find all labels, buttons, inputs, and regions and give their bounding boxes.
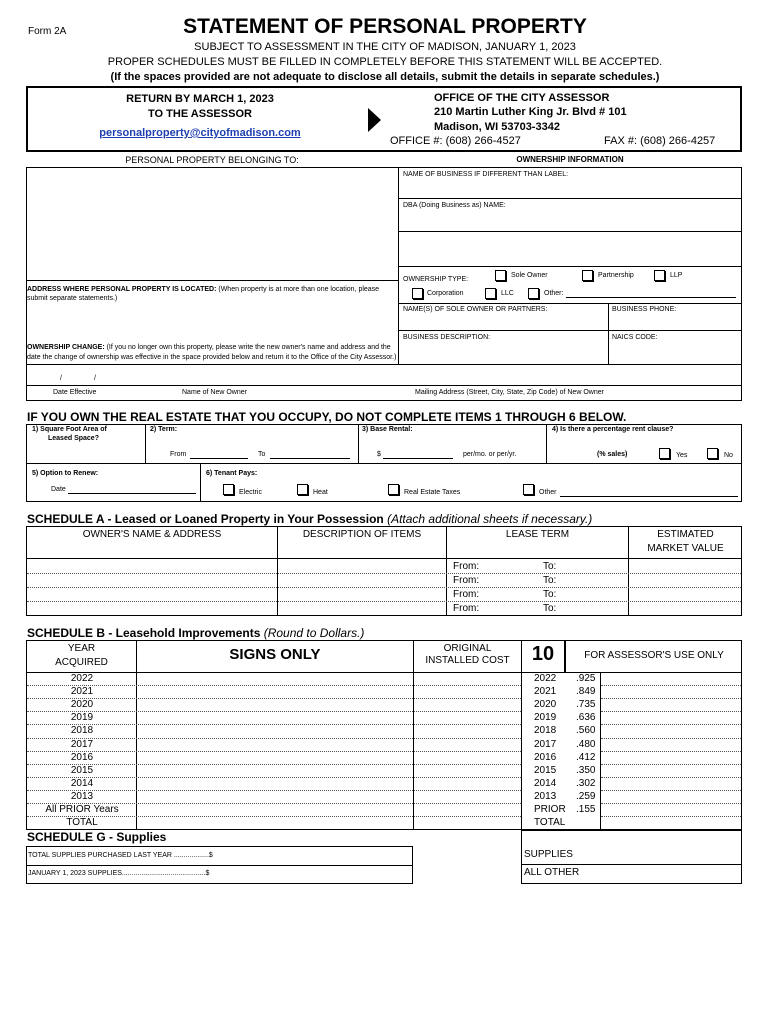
ownership-change-label-note: (If you no longer own this property, please write the new owner's name and address and the date the change of ownership was effective in the space provided below and return it to the Office of the City Assessor.)	[27, 344, 397, 361]
office-fax: FAX #: (608) 266-4257	[604, 135, 716, 147]
item6-label: 6) Tenant Pays:	[206, 470, 258, 477]
schedule-a-note: (Attach additional sheets if necessary.)	[383, 512, 593, 526]
depreciation-factor: .259	[576, 790, 596, 802]
ownership-change-label-bold: OWNERSHIP CHANGE:	[27, 344, 105, 351]
row-separator	[601, 803, 741, 804]
lease-to-3: To:	[543, 589, 557, 600]
year-row-label: 2013	[70, 790, 94, 802]
ownership-change-label	[27, 343, 397, 363]
year-label-1: YEAR	[67, 643, 96, 654]
schedule-b-title	[27, 626, 364, 640]
rent-clause-no-checkbox[interactable]	[707, 448, 718, 459]
llc-label: LLC	[501, 290, 514, 297]
depreciation-factor: .925	[576, 673, 596, 684]
supplies-jan-label: JANUARY 1, 2023 SUPPLIES...........................................$	[28, 870, 210, 877]
assessor-year-label: 2015	[534, 764, 557, 776]
depreciation-factor: .735	[576, 699, 596, 711]
depreciation-factor: .155	[576, 804, 596, 815]
naics-label: NAICS CODE:	[612, 334, 658, 341]
owner-names-label: NAME(S) OF SOLE OWNER OR PARTNERS:	[403, 306, 548, 313]
office-phone: OFFICE #: (608) 266-4527	[390, 135, 521, 147]
schedule-a-col-owner: OWNER'S NAME & ADDRESS	[82, 529, 222, 540]
year-row-label: All PRIOR Years	[45, 804, 119, 815]
ownership-type-label: OWNERSHIP TYPE:	[403, 276, 469, 283]
taxes-label: Real Estate Taxes	[404, 489, 461, 496]
schedule-b-title-text: SCHEDULE B - Leasehold Improvements	[27, 626, 261, 640]
corporation-label: Corporation	[427, 290, 464, 297]
office-address1: 210 Martin Luther King Jr. Blvd # 101	[434, 106, 627, 118]
row-separator	[601, 738, 741, 739]
term-to-label: To	[258, 451, 266, 458]
term-from-label: From	[170, 451, 187, 458]
cost-label-2: INSTALLED COST	[425, 655, 510, 666]
assessor-year-label: 2014	[534, 777, 557, 789]
taxes-checkbox[interactable]	[388, 484, 399, 495]
depreciation-factor: .480	[576, 738, 596, 750]
assessor-year-label: 2021	[534, 686, 557, 698]
lease-to-2: To:	[543, 575, 557, 586]
business-phone-label: BUSINESS PHONE:	[612, 306, 677, 313]
item5-label: 5) Option to Renew:	[32, 470, 99, 477]
belonging-label: PERSONAL PROPERTY BELONGING TO:	[125, 155, 299, 165]
business-description-label: BUSINESS DESCRIPTION:	[403, 334, 491, 341]
lease-from-3: From:	[453, 589, 480, 600]
form-id: Form 2A	[28, 26, 67, 37]
office-title: OFFICE OF THE CITY ASSESSOR	[434, 92, 610, 104]
sole-owner-label: Sole Owner	[511, 272, 548, 279]
lease-to-4: To:	[543, 603, 557, 614]
all-other-label: ALL OTHER	[524, 867, 580, 878]
partnership-label: Partnership	[598, 272, 634, 279]
depreciation-factor: .412	[576, 751, 596, 763]
other-pays-checkbox[interactable]	[523, 484, 534, 495]
partnership-checkbox[interactable]	[582, 270, 593, 281]
assessor-year-label: 2019	[534, 712, 557, 724]
row-separator	[601, 816, 741, 817]
depreciation-factor: .350	[576, 764, 596, 776]
other-pays-label: Other	[539, 489, 557, 496]
other-type-label: Other:	[544, 290, 564, 297]
date-effective-label: Date Effective	[53, 389, 97, 396]
year-row-label: 2020	[70, 699, 94, 711]
heat-checkbox[interactable]	[297, 484, 308, 495]
electric-checkbox[interactable]	[223, 484, 234, 495]
year-row-label: 2021	[70, 686, 94, 698]
depreciation-factor: .560	[576, 725, 596, 737]
row-separator	[601, 698, 741, 699]
year-row-label: 2022	[70, 673, 94, 684]
assessor-year-label: 2013	[534, 790, 557, 802]
to-assessor: TO THE ASSESSOR	[148, 108, 252, 120]
year-row-label: 2017	[70, 738, 94, 750]
llp-label: LLP	[670, 272, 683, 279]
row-separator	[601, 685, 741, 686]
assessor-year-label: 2016	[534, 751, 557, 763]
corporation-checkbox[interactable]	[412, 288, 423, 299]
row-separator	[601, 764, 741, 765]
business-name-label: NAME OF BUSINESS IF DIFFERENT THAN LABEL:	[403, 171, 569, 178]
return-by: RETURN BY MARCH 1, 2023	[126, 93, 274, 105]
sole-owner-checkbox[interactable]	[495, 270, 506, 281]
subtitle-note: (If the spaces provided are not adequate to disclose all details, submit the details in separate schedules.)	[110, 71, 660, 83]
page-title: STATEMENT OF PERSONAL PROPERTY	[183, 15, 587, 38]
lease-from-2: From:	[453, 575, 480, 586]
year-row-label: 2016	[70, 751, 94, 763]
depreciation-factor: .636	[576, 712, 596, 724]
sales-label: (% sales)	[597, 451, 628, 458]
property-address-label-note: (When property is at more than one location, please submit separate statements.)	[27, 286, 380, 302]
new-owner-label: Name of New Owner	[182, 389, 247, 396]
property-address-label-bold: ADDRESS WHERE PERSONAL PROPERTY IS LOCATED:	[27, 286, 217, 293]
llc-checkbox[interactable]	[485, 288, 496, 299]
supplies-assessor-label: SUPPLIES	[524, 849, 573, 860]
renew-date-label: Date	[51, 486, 66, 493]
mailing-address-label: Mailing Address (Street, City, State, Zip Code) of New Owner	[415, 389, 604, 396]
real-estate-heading: IF YOU OWN THE REAL ESTATE THAT YOU OCCUPY, DO NOT COMPLETE ITEMS 1 THROUGH 6 BELOW.	[27, 410, 627, 424]
year-row-label: 2015	[70, 764, 94, 776]
depreciation-factor: .302	[576, 777, 596, 789]
property-address-label	[27, 285, 392, 303]
year-row-label: 2014	[70, 777, 94, 789]
schedule-a-col-value-2: MARKET VALUE	[647, 543, 724, 554]
schedule-a-col-description: DESCRIPTION OF ITEMS	[302, 529, 422, 540]
row-separator	[601, 751, 741, 752]
row-separator	[601, 777, 741, 778]
schedule-b-table	[26, 640, 742, 830]
item1-label: 1) Square Foot Area of	[32, 426, 107, 433]
assessor-year-label: PRIOR	[534, 804, 566, 815]
arrow-right-icon	[368, 108, 381, 132]
row-separator	[601, 711, 741, 712]
renew-date-input[interactable]	[68, 493, 196, 494]
date-slash-1: /	[60, 375, 62, 382]
year-row-label: 2018	[70, 725, 94, 737]
item3-label: 3) Base Rental:	[362, 426, 413, 433]
supplies-purchased-label: TOTAL SUPPLIES PURCHASED LAST YEAR ..................$	[28, 852, 213, 859]
electric-label: Electric	[239, 489, 262, 496]
no-label: No	[724, 452, 733, 459]
term-to-input[interactable]	[270, 458, 350, 459]
other-type-checkbox[interactable]	[528, 288, 539, 299]
email-link[interactable]: personalproperty@cityofmadison.com	[99, 127, 301, 139]
lease-from-4: From:	[453, 603, 480, 614]
schedule-a-col-lease: LEASE TERM	[505, 529, 570, 540]
schedule-b-note: (Round to Dollars.)	[260, 626, 365, 640]
lease-to-1: To:	[543, 561, 557, 572]
assessor-year-label: 2017	[534, 738, 557, 750]
assessor-use-label: FOR ASSESSOR'S USE ONLY	[584, 650, 724, 661]
year-row-label: TOTAL	[66, 817, 98, 829]
assessor-year-label: 2022	[534, 673, 557, 684]
subtitle-schedules: PROPER SCHEDULES MUST BE FILLED IN COMPLETELY BEFORE THIS STATEMENT WILL BE ACCEPTED.	[107, 56, 663, 68]
signs-only-label: SIGNS ONLY	[229, 646, 321, 663]
assessor-year-label: 2018	[534, 725, 557, 737]
schedule-a-col-value-1: ESTIMATED	[657, 529, 714, 540]
dba-label: DBA (Doing Business as) NAME:	[403, 202, 506, 209]
other-type-input[interactable]	[566, 297, 736, 298]
item2-label: 2) Term:	[150, 426, 178, 433]
schedule-a-title-text: SCHEDULE A - Leased or Loaned Property in Your Possession	[27, 512, 384, 526]
base-rental-input[interactable]	[383, 458, 453, 459]
lease-from-1: From:	[453, 561, 480, 572]
ownership-heading: OWNERSHIP INFORMATION	[516, 155, 624, 164]
yes-label: Yes	[676, 452, 688, 459]
row-separator	[601, 724, 741, 725]
date-slash-2: /	[94, 375, 96, 382]
item1-label-b: Leased Space?	[48, 435, 99, 442]
rent-clause-yes-checkbox[interactable]	[659, 448, 670, 459]
term-from-input[interactable]	[190, 458, 248, 459]
assessor-year-label: 2020	[534, 699, 557, 711]
subtitle-date: SUBJECT TO ASSESSMENT IN THE CITY OF MADISON, JANUARY 1, 2023	[194, 41, 576, 53]
cost-label-1: ORIGINAL	[443, 643, 492, 654]
year-row-label: 2019	[70, 712, 94, 724]
schedule-a-title	[27, 512, 592, 526]
per-label: per/mo. or per/yr.	[463, 451, 517, 458]
llp-checkbox[interactable]	[654, 270, 665, 281]
name-box[interactable]	[26, 167, 399, 281]
depreciation-factor: .849	[576, 686, 596, 698]
rental-dollar: $	[377, 451, 381, 458]
office-address2: Madison, WI 53703-3342	[434, 121, 560, 133]
schedule-g-title: SCHEDULE G - Supplies	[27, 830, 167, 844]
year-label-2: ACQUIRED	[55, 657, 108, 668]
row-separator	[601, 790, 741, 791]
assessor-year-label: TOTAL	[534, 817, 566, 829]
index-ten: 10	[531, 643, 555, 665]
item4-label: 4) Is there a percentage rent clause?	[552, 426, 674, 433]
other-pays-input[interactable]	[560, 496, 738, 497]
heat-label: Heat	[313, 489, 328, 496]
